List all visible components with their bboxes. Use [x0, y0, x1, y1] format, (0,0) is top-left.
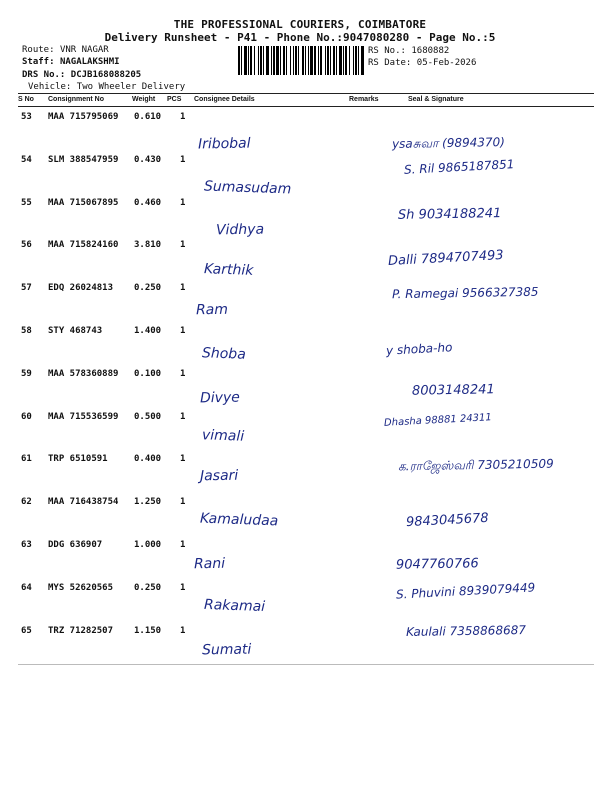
handwritten-name: Shoba: [201, 345, 247, 363]
table-row: [18, 322, 594, 365]
handwritten-name: vimali: [201, 427, 245, 445]
handwritten-signature: 9843045678: [405, 510, 490, 531]
vehicle-label: Vehicle:: [28, 82, 72, 92]
handwritten-signature: Kaulali 7358868687: [405, 622, 527, 640]
barcode-bar: [318, 46, 319, 75]
col-pcs: PCS: [167, 96, 182, 103]
table-row: [18, 365, 594, 408]
row-sno: 62: [21, 497, 32, 508]
row-consignment-no: TRP 6510591: [48, 454, 108, 465]
row-sno: 57: [21, 283, 32, 294]
handwritten-name: Vidhya: [215, 221, 265, 239]
handwritten-name: Divye: [199, 389, 240, 407]
barcode-bar: [330, 46, 331, 75]
handwritten-name: Iribobal: [197, 135, 251, 153]
barcode-bar: [336, 46, 337, 75]
table-row: [18, 194, 594, 237]
row-weight: 0.400: [134, 454, 162, 465]
barcode-bar: [273, 46, 275, 75]
table-row: [18, 408, 594, 451]
table-row: [18, 493, 594, 536]
rs-date-line: [368, 58, 476, 69]
route-value: VNR NAGAR: [59, 45, 109, 55]
col-seal-signature: Seal & Signature: [408, 96, 464, 103]
route-line: [22, 45, 109, 56]
staff-label: Staff:: [22, 57, 55, 67]
row-weight: 1.150: [134, 625, 162, 636]
barcode-bar: [260, 46, 262, 75]
barcode-bar: [241, 46, 242, 75]
row-consignment-no: TRZ 71282507: [48, 625, 114, 636]
vehicle-line: [28, 82, 185, 93]
row-consignment-no: MAA 715067895: [48, 197, 119, 208]
handwritten-name: Rani: [193, 555, 226, 573]
barcode-bar: [339, 46, 342, 75]
row-consignment-no: EDQ 26024813: [48, 283, 114, 294]
handwritten-signature: 8003148241: [411, 382, 495, 399]
route-label: Route:: [22, 45, 55, 55]
row-weight: 0.100: [134, 368, 162, 379]
handwritten-signature: Dhasha 98881 24311: [383, 412, 493, 429]
table-row: [18, 108, 594, 151]
row-weight: 3.810: [134, 240, 162, 251]
row-pcs: 1: [180, 326, 186, 336]
barcode-bar: [290, 46, 291, 75]
rs-date-label: RS Date:: [368, 58, 412, 68]
row-pcs: 1: [180, 625, 186, 636]
row-pcs: 1: [180, 411, 186, 422]
row-pcs: 1: [180, 112, 186, 122]
table-row: [18, 236, 594, 279]
barcode: [238, 46, 365, 75]
row-pcs: 1: [180, 197, 186, 208]
row-pcs: 1: [180, 368, 186, 379]
row-weight: 1.000: [134, 540, 162, 550]
barcode-bar: [355, 46, 357, 75]
rs-date-value: 05-Feb-2026: [416, 58, 477, 68]
row-sno: 63: [21, 540, 32, 550]
row-consignment-no: MAA 578360889: [48, 368, 119, 379]
handwritten-name: Rakamai: [203, 596, 266, 616]
col-sno: S No: [18, 96, 34, 103]
row-weight: 0.610: [134, 112, 162, 122]
row-weight: 0.460: [134, 197, 162, 208]
barcode-bar: [250, 46, 252, 75]
col-consignment: Consignment No: [48, 96, 104, 103]
row-pcs: 1: [180, 154, 186, 165]
barcode-bar: [333, 46, 335, 75]
row-pcs: 1: [180, 454, 186, 465]
barcode-bar: [353, 46, 354, 75]
handwritten-signature: 9047760766: [395, 556, 479, 573]
table-row: [18, 536, 594, 579]
row-pcs: 1: [180, 582, 186, 593]
barcode-bar: [293, 46, 294, 75]
table-end-rule: [18, 664, 594, 665]
barcode-bar: [310, 46, 313, 75]
table-header: [18, 96, 594, 106]
row-consignment-no: MAA 715795069: [48, 112, 119, 122]
barcode-bar: [298, 46, 299, 75]
col-weight: Weight: [132, 96, 156, 103]
row-pcs: 1: [180, 540, 186, 550]
barcode-bar: [266, 46, 269, 75]
barcode-bar: [302, 46, 304, 75]
row-sno: 58: [21, 326, 32, 336]
col-remarks: Remarks: [349, 96, 379, 103]
row-consignment-no: MAA 716438754: [48, 497, 119, 508]
row-consignment-no: SLM 388547959: [48, 154, 119, 165]
staff-value: NAGALAKSHMI: [59, 57, 120, 67]
barcode-bar: [314, 46, 316, 75]
drs-label: DRS No.:: [22, 70, 66, 80]
handwritten-signature: y shoba-ho: [385, 340, 453, 358]
row-weight: 0.500: [134, 411, 162, 422]
handwritten-signature: Sh 9034188241: [397, 206, 502, 223]
barcode-bar: [320, 46, 322, 75]
rs-no-value: 1680882: [411, 46, 450, 56]
barcode-bar: [295, 46, 297, 75]
row-consignment-no: MYS 52620565: [48, 582, 114, 593]
barcode-bar: [254, 46, 255, 75]
header-rule-top: [18, 93, 594, 94]
row-pcs: 1: [180, 283, 186, 294]
barcode-bar: [361, 46, 364, 75]
row-weight: 0.250: [134, 582, 162, 593]
rs-no-line: [368, 46, 449, 57]
row-weight: 0.430: [134, 154, 162, 165]
row-pcs: 1: [180, 497, 186, 508]
barcode-bar: [244, 46, 247, 75]
staff-line: [22, 57, 120, 68]
row-consignment-no: STY 468743: [48, 326, 103, 336]
barcode-bar: [325, 46, 326, 75]
barcode-bar: [258, 46, 259, 75]
barcode-bar: [283, 46, 285, 75]
handwritten-name: Jasari: [199, 467, 239, 485]
barcode-bar: [276, 46, 279, 75]
barcode-bar: [327, 46, 329, 75]
row-sno: 60: [21, 411, 32, 422]
barcode-bar: [248, 46, 249, 75]
handwritten-signature: Dalli 7894707493: [387, 247, 504, 270]
handwritten-name: Karthik: [203, 261, 254, 279]
barcode-bar: [343, 46, 344, 75]
barcode-bar: [345, 46, 347, 75]
row-sno: 53: [21, 112, 32, 122]
handwritten-signature: S. Ril 9865187851: [403, 157, 515, 177]
row-sno: 56: [21, 240, 32, 251]
row-sno: 64: [21, 582, 32, 593]
row-consignment-no: MAA 715536599: [48, 411, 119, 422]
handwritten-signature: க.ராஜேஸ்வரி 7305210509: [397, 456, 554, 474]
barcode-bar: [305, 46, 306, 75]
row-sno: 61: [21, 454, 32, 465]
header-rule-bottom: [18, 106, 594, 107]
drs-line: [22, 70, 141, 81]
handwritten-signature: P. Ramegai 9566327385: [391, 284, 539, 302]
barcode-bar: [286, 46, 287, 75]
row-weight: 1.400: [134, 326, 162, 336]
handwritten-signature: ysaசுவா (9894370): [391, 135, 506, 151]
row-sno: 59: [21, 368, 32, 379]
handwritten-name: Sumasudam: [203, 178, 292, 198]
drs-value: DCJB168088205: [70, 70, 142, 80]
barcode-bar: [358, 46, 359, 75]
handwritten-signature: S. Phuvini 8939079449: [395, 580, 536, 602]
vehicle-value: Two Wheeler Delivery: [76, 82, 186, 92]
barcode-bar: [238, 46, 240, 75]
row-sno: 55: [21, 197, 32, 208]
rs-no-label: RS No.:: [368, 46, 406, 56]
barcode-bar: [263, 46, 264, 75]
row-consignment-no: MAA 715824160: [48, 240, 119, 251]
row-sno: 65: [21, 625, 32, 636]
runsheet-title: THE PROFESSIONAL COURIERS, COIMBATORE: [173, 18, 427, 31]
handwritten-name: Kamaludaa: [199, 510, 279, 530]
barcode-bar: [280, 46, 281, 75]
barcode-bar: [308, 46, 309, 75]
row-sno: 54: [21, 154, 32, 165]
row-consignment-no: DDG 636907: [48, 540, 103, 550]
barcode-bar: [349, 46, 350, 75]
handwritten-name: Sumati: [201, 641, 252, 659]
row-pcs: 1: [180, 240, 186, 251]
runsheet-subtitle: Delivery Runsheet - P41 - Phone No.:9047080280 - Page No.:5: [104, 31, 496, 44]
barcode-bar: [271, 46, 272, 75]
row-weight: 1.250: [134, 497, 162, 508]
row-weight: 0.250: [134, 283, 162, 294]
handwritten-name: Ram: [195, 301, 229, 319]
col-consignee: Consignee Details: [194, 96, 255, 103]
